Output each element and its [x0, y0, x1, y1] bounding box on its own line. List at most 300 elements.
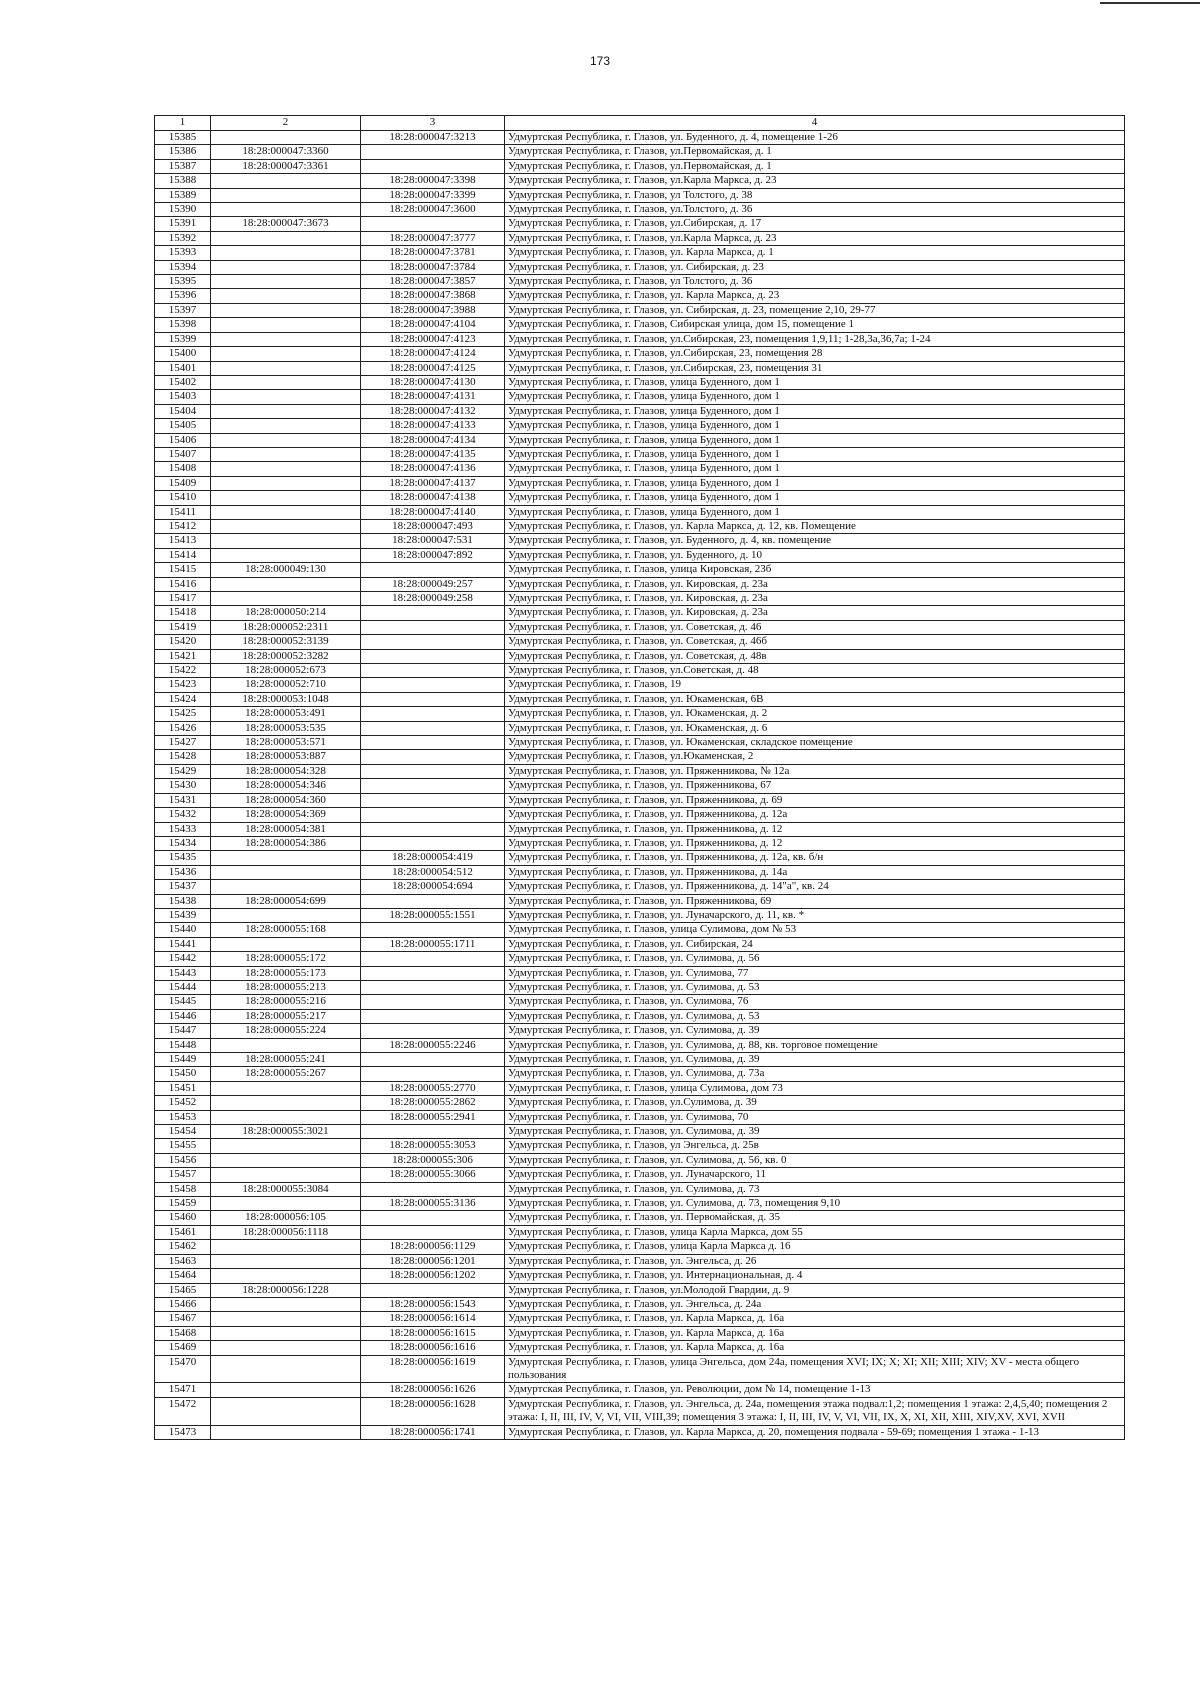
- row-number-cell: 15407: [155, 447, 211, 461]
- table-row: [155, 1269, 1125, 1283]
- row-number-cell: 15445: [155, 995, 211, 1009]
- table-row: [155, 289, 1125, 303]
- building-cadastral-number-cell: [361, 764, 505, 778]
- address-cell: Удмуртская Республика, г. Глазов, улица Буденного, дом 1: [505, 433, 1125, 447]
- land-cadastral-number-cell: [211, 851, 361, 865]
- table-row: [155, 1225, 1125, 1239]
- land-cadastral-number-cell: 18:28:000055:224: [211, 1024, 361, 1038]
- table-row: [155, 649, 1125, 663]
- building-cadastral-number-cell: [361, 980, 505, 994]
- row-number-cell: 15398: [155, 318, 211, 332]
- address-cell: Удмуртская Республика, г. Глазов, ул. Пряженникова, д. 12: [505, 822, 1125, 836]
- table-row: [155, 1168, 1125, 1182]
- row-number-cell: 15412: [155, 519, 211, 533]
- building-cadastral-number-cell: 18:28:000049:257: [361, 577, 505, 591]
- table-row: [155, 1024, 1125, 1038]
- address-cell: Удмуртская Республика, г. Глазов, улица Буденного, дом 1: [505, 404, 1125, 418]
- row-number-cell: 15395: [155, 275, 211, 289]
- table-row: [155, 635, 1125, 649]
- row-number-cell: 15450: [155, 1067, 211, 1081]
- land-cadastral-number-cell: 18:28:000054:346: [211, 779, 361, 793]
- address-cell: Удмуртская Республика, г. Глазов, ул.Сибирская, 23, помещения 31: [505, 361, 1125, 375]
- land-cadastral-number-cell: [211, 246, 361, 260]
- address-cell: Удмуртская Республика, г. Глазов, улица Буденного, дом 1: [505, 419, 1125, 433]
- row-number-cell: 15402: [155, 375, 211, 389]
- land-cadastral-number-cell: [211, 937, 361, 951]
- address-cell: Удмуртская Республика, г. Глазов, улица Энгельса, дом 24а, помещения XVI; IX; X; XI; XII; XIII; XIV; XV - места общего пользования: [505, 1355, 1125, 1383]
- table-row: [155, 793, 1125, 807]
- address-cell: Удмуртская Республика, г. Глазов, ул.Сулимова, д. 39: [505, 1096, 1125, 1110]
- row-number-cell: 15387: [155, 159, 211, 173]
- row-number-cell: 15426: [155, 721, 211, 735]
- building-cadastral-number-cell: [361, 1009, 505, 1023]
- address-cell: Удмуртская Республика, г. Глазов, ул Толстого, д. 36: [505, 275, 1125, 289]
- row-number-cell: 15428: [155, 750, 211, 764]
- land-cadastral-number-cell: 18:28:000054:360: [211, 793, 361, 807]
- table-row: [155, 880, 1125, 894]
- address-cell: Удмуртская Республика, г. Глазов, ул. Карла Маркса, д. 23: [505, 289, 1125, 303]
- building-cadastral-number-cell: 18:28:000047:3784: [361, 260, 505, 274]
- row-number-cell: 15415: [155, 563, 211, 577]
- building-cadastral-number-cell: 18:28:000054:419: [361, 851, 505, 865]
- building-cadastral-number-cell: 18:28:000055:1711: [361, 937, 505, 951]
- address-cell: Удмуртская Республика, г. Глазов, ул.Карла Маркса, д. 23: [505, 231, 1125, 245]
- address-cell: Удмуртская Республика, г. Глазов, ул Энгельса, д. 25в: [505, 1139, 1125, 1153]
- building-cadastral-number-cell: 18:28:000055:2941: [361, 1110, 505, 1124]
- building-cadastral-number-cell: 18:28:000056:1201: [361, 1254, 505, 1268]
- row-number-cell: 15435: [155, 851, 211, 865]
- row-number-cell: 15465: [155, 1283, 211, 1297]
- row-number-cell: 15441: [155, 937, 211, 951]
- row-number-cell: 15442: [155, 952, 211, 966]
- address-cell: Удмуртская Республика, г. Глазов, ул. Сулимова, 77: [505, 966, 1125, 980]
- land-cadastral-number-cell: [211, 332, 361, 346]
- address-cell: Удмуртская Республика, г. Глазов, ул. Сулимова, д. 56, кв. 0: [505, 1153, 1125, 1167]
- address-cell: Удмуртская Республика, г. Глазов, ул. Пряженникова, 69: [505, 894, 1125, 908]
- land-cadastral-number-cell: [211, 1168, 361, 1182]
- building-cadastral-number-cell: [361, 750, 505, 764]
- table-row: [155, 1125, 1125, 1139]
- building-cadastral-number-cell: [361, 145, 505, 159]
- building-cadastral-number-cell: [361, 620, 505, 634]
- row-number-cell: 15389: [155, 188, 211, 202]
- building-cadastral-number-cell: 18:28:000056:1129: [361, 1240, 505, 1254]
- building-cadastral-number-cell: [361, 894, 505, 908]
- building-cadastral-number-cell: 18:28:000047:4140: [361, 505, 505, 519]
- land-cadastral-number-cell: [211, 1425, 361, 1439]
- building-cadastral-number-cell: 18:28:000054:694: [361, 880, 505, 894]
- building-cadastral-number-cell: 18:28:000056:1628: [361, 1397, 505, 1425]
- row-number-cell: 15403: [155, 390, 211, 404]
- land-cadastral-number-cell: 18:28:000054:381: [211, 822, 361, 836]
- land-cadastral-number-cell: 18:28:000053:491: [211, 707, 361, 721]
- address-cell: Удмуртская Республика, г. Глазов, ул. Первомайская, д. 35: [505, 1211, 1125, 1225]
- address-cell: Удмуртская Республика, г. Глазов, ул.Сибирская, 23, помещения 1,9,11; 1-28,3а,36,7а; 1-24: [505, 332, 1125, 346]
- building-cadastral-number-cell: [361, 836, 505, 850]
- table-row: [155, 707, 1125, 721]
- table-row: [155, 217, 1125, 231]
- land-cadastral-number-cell: [211, 289, 361, 303]
- row-number-cell: 15414: [155, 548, 211, 562]
- land-cadastral-number-cell: [211, 419, 361, 433]
- row-number-cell: 15413: [155, 534, 211, 548]
- building-cadastral-number-cell: 18:28:000055:2770: [361, 1081, 505, 1095]
- land-cadastral-number-cell: [211, 1197, 361, 1211]
- land-cadastral-number-cell: 18:28:000052:2311: [211, 620, 361, 634]
- address-cell: Удмуртская Республика, г. Глазов, 19: [505, 678, 1125, 692]
- row-number-cell: 15468: [155, 1326, 211, 1340]
- row-number-cell: 15459: [155, 1197, 211, 1211]
- table-row: [155, 606, 1125, 620]
- building-cadastral-number-cell: [361, 606, 505, 620]
- table-row: [155, 1341, 1125, 1355]
- table-row: [155, 592, 1125, 606]
- land-cadastral-number-cell: [211, 519, 361, 533]
- row-number-cell: 15448: [155, 1038, 211, 1052]
- building-cadastral-number-cell: 18:28:000047:4134: [361, 433, 505, 447]
- building-cadastral-number-cell: 18:28:000055:2246: [361, 1038, 505, 1052]
- land-cadastral-number-cell: 18:28:000049:130: [211, 563, 361, 577]
- land-cadastral-number-cell: 18:28:000055:217: [211, 1009, 361, 1023]
- building-cadastral-number-cell: [361, 1024, 505, 1038]
- address-cell: Удмуртская Республика, г. Глазов, улица Буденного, дом 1: [505, 462, 1125, 476]
- row-number-cell: 15432: [155, 808, 211, 822]
- row-number-cell: 15396: [155, 289, 211, 303]
- building-cadastral-number-cell: 18:28:000047:3781: [361, 246, 505, 260]
- table-row: [155, 361, 1125, 375]
- address-cell: Удмуртская Республика, г. Глазов, ул. Сибирская, д. 23: [505, 260, 1125, 274]
- address-cell: Удмуртская Республика, г. Глазов, ул. Сулимова, д. 73: [505, 1182, 1125, 1196]
- land-cadastral-number-cell: 18:28:000055:213: [211, 980, 361, 994]
- address-cell: Удмуртская Республика, г. Глазов, ул. Буденного, д. 10: [505, 548, 1125, 562]
- row-number-cell: 15470: [155, 1355, 211, 1383]
- address-cell: Удмуртская Республика, г. Глазов, ул. Энгельса, д. 24а, помещения этажа подвал:1,2; помещения 1 этажа: 2,4,5,40; помещения 2 этажа: I, II, III, IV, V, VI, VII, VIII,39; помещения 3 этажа: I, II, III, IV, V, VI, VII, IX, X, XI, XII, XIII, XIV,XV, XVI, XVII: [505, 1397, 1125, 1425]
- land-cadastral-number-cell: 18:28:000053:571: [211, 736, 361, 750]
- row-number-cell: 15397: [155, 303, 211, 317]
- address-cell: Удмуртская Республика, г. Глазов, ул. Юкаменская, складское помещение: [505, 736, 1125, 750]
- scan-edge-mark: [1100, 2, 1200, 4]
- row-number-cell: 15404: [155, 404, 211, 418]
- address-cell: Удмуртская Республика, г. Глазов, ул. Пряженникова, д. 69: [505, 793, 1125, 807]
- row-number-cell: 15388: [155, 174, 211, 188]
- address-cell: Удмуртская Республика, г. Глазов, улица Кировская, 23б: [505, 563, 1125, 577]
- table-row: [155, 1067, 1125, 1081]
- land-cadastral-number-cell: [211, 1254, 361, 1268]
- row-number-cell: 15438: [155, 894, 211, 908]
- address-cell: Удмуртская Республика, г. Глазов, улица Буденного, дом 1: [505, 375, 1125, 389]
- land-cadastral-number-cell: [211, 505, 361, 519]
- address-cell: Удмуртская Республика, г. Глазов, ул. Сулимова, д. 53: [505, 1009, 1125, 1023]
- address-cell: Удмуртская Республика, г. Глазов, ул.Сибирская, 23, помещения 28: [505, 347, 1125, 361]
- row-number-cell: 15455: [155, 1139, 211, 1153]
- building-cadastral-number-cell: 18:28:000056:1615: [361, 1326, 505, 1340]
- building-cadastral-number-cell: [361, 635, 505, 649]
- land-cadastral-number-cell: 18:28:000053:535: [211, 721, 361, 735]
- building-cadastral-number-cell: 18:28:000047:531: [361, 534, 505, 548]
- address-cell: Удмуртская Республика, г. Глазов, ул. Сибирская, д. 23, помещение 2,10, 29-77: [505, 303, 1125, 317]
- row-number-cell: 15437: [155, 880, 211, 894]
- address-cell: Удмуртская Республика, г. Глазов, улица Буденного, дом 1: [505, 505, 1125, 519]
- table-row: [155, 1297, 1125, 1311]
- land-cadastral-number-cell: [211, 1081, 361, 1095]
- land-cadastral-number-cell: [211, 1153, 361, 1167]
- address-cell: Удмуртская Республика, г. Глазов, ул. Энгельса, д. 24а: [505, 1297, 1125, 1311]
- building-cadastral-number-cell: 18:28:000056:1616: [361, 1341, 505, 1355]
- table-row: [155, 246, 1125, 260]
- land-cadastral-number-cell: [211, 462, 361, 476]
- row-number-cell: 15461: [155, 1225, 211, 1239]
- land-cadastral-number-cell: 18:28:000050:214: [211, 606, 361, 620]
- row-number-cell: 15467: [155, 1312, 211, 1326]
- land-cadastral-number-cell: [211, 231, 361, 245]
- land-cadastral-number-cell: 18:28:000055:241: [211, 1053, 361, 1067]
- land-cadastral-number-cell: 18:28:000047:3360: [211, 145, 361, 159]
- table-row: [155, 1283, 1125, 1297]
- land-cadastral-number-cell: [211, 908, 361, 922]
- row-number-cell: 15416: [155, 577, 211, 591]
- address-cell: Удмуртская Республика, г. Глазов, ул. Советская, д. 46: [505, 620, 1125, 634]
- address-cell: Удмуртская Республика, г. Глазов, ул. Буденного, д. 4, помещение 1-26: [505, 131, 1125, 145]
- land-cadastral-number-cell: 18:28:000056:105: [211, 1211, 361, 1225]
- land-cadastral-number-cell: [211, 1326, 361, 1340]
- table-row: [155, 966, 1125, 980]
- building-cadastral-number-cell: [361, 1125, 505, 1139]
- building-cadastral-number-cell: 18:28:000047:3988: [361, 303, 505, 317]
- address-cell: Удмуртская Республика, г. Глазов, ул. Кировская, д. 23а: [505, 606, 1125, 620]
- land-cadastral-number-cell: 18:28:000054:699: [211, 894, 361, 908]
- building-cadastral-number-cell: 18:28:000047:4133: [361, 419, 505, 433]
- row-number-cell: 15462: [155, 1240, 211, 1254]
- building-cadastral-number-cell: 18:28:000047:4124: [361, 347, 505, 361]
- building-cadastral-number-cell: [361, 1053, 505, 1067]
- building-cadastral-number-cell: 18:28:000047:3777: [361, 231, 505, 245]
- row-number-cell: 15400: [155, 347, 211, 361]
- land-cadastral-number-cell: [211, 1355, 361, 1383]
- address-cell: Удмуртская Республика, г. Глазов, ул. Карла Маркса, д. 16а: [505, 1341, 1125, 1355]
- building-cadastral-number-cell: 18:28:000047:4130: [361, 375, 505, 389]
- land-cadastral-number-cell: [211, 203, 361, 217]
- building-cadastral-number-cell: 18:28:000055:3136: [361, 1197, 505, 1211]
- row-number-cell: 15385: [155, 131, 211, 145]
- table-row: [155, 260, 1125, 274]
- building-cadastral-number-cell: 18:28:000056:1543: [361, 1297, 505, 1311]
- address-cell: Удмуртская Республика, г. Глазов, ул. Луначарского, д. 11, кв. *: [505, 908, 1125, 922]
- address-cell: Удмуртская Республика, г. Глазов, ул.Советская, д. 48: [505, 664, 1125, 678]
- land-cadastral-number-cell: [211, 1383, 361, 1397]
- row-number-cell: 15469: [155, 1341, 211, 1355]
- address-cell: Удмуртская Республика, г. Глазов, улица Буденного, дом 1: [505, 390, 1125, 404]
- table-row: [155, 548, 1125, 562]
- building-cadastral-number-cell: 18:28:000047:3857: [361, 275, 505, 289]
- address-cell: Удмуртская Республика, г. Глазов, ул. Пряженникова, д. 12а: [505, 808, 1125, 822]
- row-number-cell: 15447: [155, 1024, 211, 1038]
- table-row: [155, 318, 1125, 332]
- building-cadastral-number-cell: 18:28:000047:4131: [361, 390, 505, 404]
- row-number-cell: 15394: [155, 260, 211, 274]
- building-cadastral-number-cell: 18:28:000047:4125: [361, 361, 505, 375]
- row-number-cell: 15446: [155, 1009, 211, 1023]
- table-row: [155, 1383, 1125, 1397]
- land-cadastral-number-cell: [211, 1096, 361, 1110]
- table-row: [155, 764, 1125, 778]
- row-number-cell: 15464: [155, 1269, 211, 1283]
- row-number-cell: 15440: [155, 923, 211, 937]
- row-number-cell: 15451: [155, 1081, 211, 1095]
- row-number-cell: 15391: [155, 217, 211, 231]
- land-cadastral-number-cell: 18:28:000055:216: [211, 995, 361, 1009]
- table-row: [155, 678, 1125, 692]
- building-cadastral-number-cell: 18:28:000047:4123: [361, 332, 505, 346]
- address-cell: Удмуртская Республика, г. Глазов, ул. Кировская, д. 23а: [505, 577, 1125, 591]
- address-cell: Удмуртская Республика, г. Глазов, ул. Сулимова, д. 56: [505, 952, 1125, 966]
- land-cadastral-number-cell: 18:28:000047:3673: [211, 217, 361, 231]
- property-register-table: [154, 115, 1125, 1440]
- table-row: [155, 231, 1125, 245]
- table-row: [155, 1009, 1125, 1023]
- table-row: [155, 203, 1125, 217]
- land-cadastral-number-cell: [211, 548, 361, 562]
- building-cadastral-number-cell: 18:28:000055:2862: [361, 1096, 505, 1110]
- address-cell: Удмуртская Республика, г. Глазов, улица Карла Маркса, дом 55: [505, 1225, 1125, 1239]
- table-row: [155, 808, 1125, 822]
- building-cadastral-number-cell: [361, 692, 505, 706]
- header-col-2: 2: [211, 116, 361, 131]
- building-cadastral-number-cell: 18:28:000047:3398: [361, 174, 505, 188]
- address-cell: Удмуртская Республика, г. Глазов, ул.Первомайская, д. 1: [505, 159, 1125, 173]
- row-number-cell: 15405: [155, 419, 211, 433]
- row-number-cell: 15410: [155, 491, 211, 505]
- row-number-cell: 15425: [155, 707, 211, 721]
- table-row: [155, 505, 1125, 519]
- header-col-4: 4: [505, 116, 1125, 131]
- building-cadastral-number-cell: [361, 649, 505, 663]
- land-cadastral-number-cell: [211, 375, 361, 389]
- row-number-cell: 15463: [155, 1254, 211, 1268]
- address-cell: Удмуртская Республика, г. Глазов, ул. Карла Маркса, д. 12, кв. Помещение: [505, 519, 1125, 533]
- address-cell: Удмуртская Республика, г. Глазов, ул. Сулимова, д. 39: [505, 1125, 1125, 1139]
- row-number-cell: 15434: [155, 836, 211, 850]
- address-cell: Удмуртская Республика, г. Глазов, улица Буденного, дом 1: [505, 476, 1125, 490]
- table-row: [155, 1197, 1125, 1211]
- row-number-cell: 15454: [155, 1125, 211, 1139]
- building-cadastral-number-cell: [361, 923, 505, 937]
- building-cadastral-number-cell: [361, 664, 505, 678]
- land-cadastral-number-cell: [211, 1297, 361, 1311]
- row-number-cell: 15460: [155, 1211, 211, 1225]
- row-number-cell: 15408: [155, 462, 211, 476]
- building-cadastral-number-cell: [361, 721, 505, 735]
- address-cell: Удмуртская Республика, г. Глазов, ул. Сулимова, д. 53: [505, 980, 1125, 994]
- address-cell: Удмуртская Республика, г. Глазов, ул. Советская, д. 46б: [505, 635, 1125, 649]
- address-cell: Удмуртская Республика, г. Глазов, ул. Пряженникова, д. 14а: [505, 865, 1125, 879]
- land-cadastral-number-cell: 18:28:000052:673: [211, 664, 361, 678]
- table-row: [155, 332, 1125, 346]
- row-number-cell: 15399: [155, 332, 211, 346]
- header-col-1: 1: [155, 116, 211, 131]
- address-cell: Удмуртская Республика, г. Глазов, ул.Толстого, д. 36: [505, 203, 1125, 217]
- land-cadastral-number-cell: [211, 1139, 361, 1153]
- land-cadastral-number-cell: [211, 447, 361, 461]
- header-row: [155, 116, 1125, 131]
- table-row: [155, 1240, 1125, 1254]
- building-cadastral-number-cell: 18:28:000047:892: [361, 548, 505, 562]
- land-cadastral-number-cell: [211, 1269, 361, 1283]
- table-row: [155, 1326, 1125, 1340]
- building-cadastral-number-cell: 18:28:000049:258: [361, 592, 505, 606]
- address-cell: Удмуртская Республика, г. Глазов, ул. Юкаменская, д. 6: [505, 721, 1125, 735]
- row-number-cell: 15406: [155, 433, 211, 447]
- building-cadastral-number-cell: 18:28:000055:3066: [361, 1168, 505, 1182]
- table-row: [155, 923, 1125, 937]
- address-cell: Удмуртская Республика, г. Глазов, ул. Революции, дом № 14, помещение 1-13: [505, 1383, 1125, 1397]
- building-cadastral-number-cell: [361, 707, 505, 721]
- table-row: [155, 1355, 1125, 1383]
- row-number-cell: 15473: [155, 1425, 211, 1439]
- building-cadastral-number-cell: [361, 793, 505, 807]
- table-row: [155, 865, 1125, 879]
- building-cadastral-number-cell: 18:28:000047:4137: [361, 476, 505, 490]
- table-row: [155, 519, 1125, 533]
- building-cadastral-number-cell: 18:28:000056:1741: [361, 1425, 505, 1439]
- land-cadastral-number-cell: [211, 592, 361, 606]
- table-row: [155, 188, 1125, 202]
- row-number-cell: 15392: [155, 231, 211, 245]
- row-number-cell: 15449: [155, 1053, 211, 1067]
- land-cadastral-number-cell: [211, 260, 361, 274]
- land-cadastral-number-cell: [211, 188, 361, 202]
- table-row: [155, 1211, 1125, 1225]
- land-cadastral-number-cell: [211, 476, 361, 490]
- row-number-cell: 15452: [155, 1096, 211, 1110]
- address-cell: Удмуртская Республика, г. Глазов, улица Буденного, дом 1: [505, 447, 1125, 461]
- table-row: [155, 563, 1125, 577]
- address-cell: Удмуртская Республика, г. Глазов, ул. Сулимова, д. 73, помещения 9,10: [505, 1197, 1125, 1211]
- address-cell: Удмуртская Республика, г. Глазов, ул. Пряженникова, д. 12: [505, 836, 1125, 850]
- land-cadastral-number-cell: [211, 404, 361, 418]
- address-cell: Удмуртская Республика, г. Глазов, улица Сулимова, дом № 53: [505, 923, 1125, 937]
- land-cadastral-number-cell: 18:28:000056:1228: [211, 1283, 361, 1297]
- table-row: [155, 995, 1125, 1009]
- building-cadastral-number-cell: 18:28:000055:1551: [361, 908, 505, 922]
- row-number-cell: 15458: [155, 1182, 211, 1196]
- building-cadastral-number-cell: 18:28:000047:4132: [361, 404, 505, 418]
- land-cadastral-number-cell: 18:28:000052:710: [211, 678, 361, 692]
- address-cell: Удмуртская Республика, г. Глазов, ул. Карла Маркса, д. 20, помещения подвала - 59-69; помещения 1 этажа - 1-13: [505, 1425, 1125, 1439]
- building-cadastral-number-cell: [361, 952, 505, 966]
- land-cadastral-number-cell: 18:28:000052:3282: [211, 649, 361, 663]
- address-cell: Удмуртская Республика, г. Глазов, ул. Интернациональная, д. 4: [505, 1269, 1125, 1283]
- address-cell: Удмуртская Республика, г. Глазов, ул. Энгельса, д. 26: [505, 1254, 1125, 1268]
- row-number-cell: 15417: [155, 592, 211, 606]
- building-cadastral-number-cell: [361, 678, 505, 692]
- header-col-3: 3: [361, 116, 505, 131]
- table-row: [155, 390, 1125, 404]
- table-row: [155, 692, 1125, 706]
- row-number-cell: 15439: [155, 908, 211, 922]
- row-number-cell: 15419: [155, 620, 211, 634]
- table-row: [155, 1182, 1125, 1196]
- table-row: [155, 174, 1125, 188]
- address-cell: Удмуртская Республика, г. Глазов, ул. Советская, д. 48в: [505, 649, 1125, 663]
- address-cell: Удмуртская Республика, г. Глазов, ул. Сулимова, д. 39: [505, 1053, 1125, 1067]
- building-cadastral-number-cell: 18:28:000056:1626: [361, 1383, 505, 1397]
- table-row: [155, 347, 1125, 361]
- table-row: [155, 1425, 1125, 1439]
- table-row: [155, 433, 1125, 447]
- land-cadastral-number-cell: [211, 1397, 361, 1425]
- table-row: [155, 491, 1125, 505]
- land-cadastral-number-cell: [211, 865, 361, 879]
